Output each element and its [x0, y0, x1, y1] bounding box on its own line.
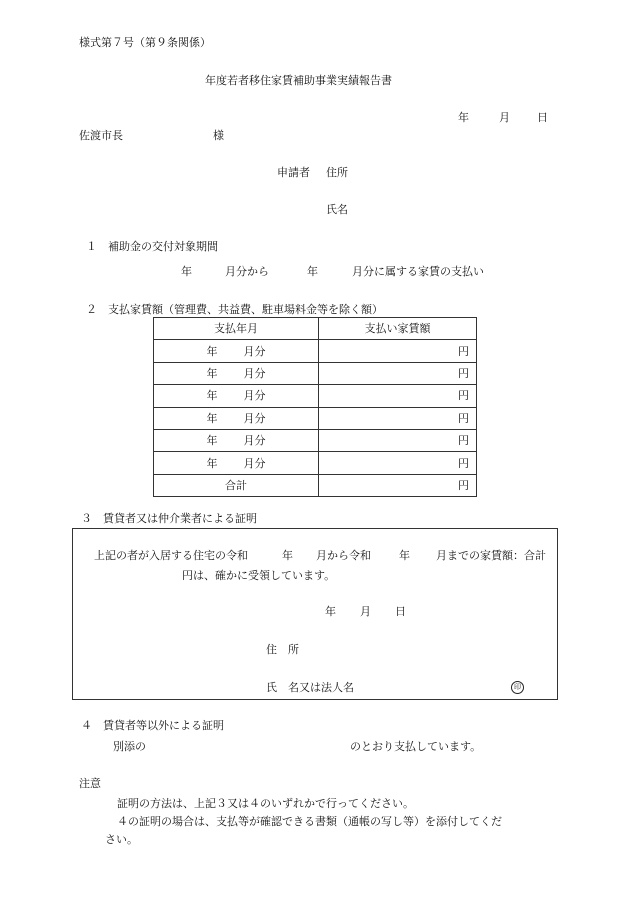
cert-date-year: 年	[325, 605, 336, 618]
row-amount: 円	[319, 385, 477, 407]
row-year: 年	[206, 411, 218, 425]
cert-address-label: 住 所	[266, 643, 299, 656]
total-amount: 円	[319, 474, 477, 496]
notes-line-2-cont: さい。	[105, 833, 138, 846]
cert-text-1: 上記の者が入居する住宅の令和	[94, 549, 248, 562]
cert-text-5: 月までの家賃額：合計	[436, 549, 546, 562]
section4-text-2: のとおり支払しています。	[350, 740, 482, 753]
cert-name-label: 氏 名又は法人名	[266, 681, 354, 694]
cert-date-day: 日	[395, 605, 406, 618]
document-title: 年度若者移住家賃補助事業実績報告書	[205, 74, 392, 87]
row-month: 月分	[243, 411, 266, 425]
row-year: 年	[206, 366, 218, 380]
notes-heading: 注意	[79, 777, 101, 790]
cert-date-month: 月	[360, 605, 371, 618]
cert-text-3: 月から令和	[316, 549, 371, 562]
row-year: 年	[206, 344, 218, 358]
table-row	[154, 362, 477, 384]
row-amount: 円	[319, 340, 477, 362]
cert-text-6: 円は、確かに受領しています。	[182, 569, 336, 582]
table-row	[154, 407, 477, 429]
row-year: 年	[206, 389, 218, 403]
table-row	[154, 452, 477, 474]
row-month: 月分	[243, 344, 266, 358]
rent-payment-table	[153, 317, 477, 497]
section3-heading: ３ 賃貸者又は仲介業者による証明	[81, 512, 257, 525]
applicant-label: 申請者	[277, 166, 310, 179]
row-amount: 円	[319, 452, 477, 474]
seal-icon: 印	[511, 681, 524, 694]
period-year-to: 年	[307, 265, 318, 278]
row-month: 月分	[243, 456, 266, 470]
row-month: 月分	[243, 366, 266, 380]
applicant-name-label: 氏名	[326, 203, 348, 216]
notes-line-1: 証明の方法は、上記３又は４のいずれかで行ってください。	[117, 797, 414, 810]
applicant-address-label: 住所	[326, 166, 348, 179]
table-row	[154, 385, 477, 407]
row-year: 年	[206, 456, 218, 470]
form-number: 様式第７号（第９条関係）	[79, 36, 211, 49]
table-row	[154, 429, 477, 451]
section1-heading: １ 補助金の交付対象期間	[86, 240, 218, 253]
header-payment-amount: 支払い家賃額	[319, 318, 477, 340]
cert-text-4: 年	[399, 549, 410, 562]
total-label: 合計	[154, 474, 319, 496]
header-payment-month: 支払年月	[154, 318, 319, 340]
period-month-from: 月分から	[225, 265, 269, 278]
date-day-label: 日	[537, 111, 548, 124]
table-row	[154, 340, 477, 362]
row-amount: 円	[319, 429, 477, 451]
cert-text-2: 年	[282, 549, 293, 562]
period-month-to: 月分に属する家賃の支払い	[352, 265, 484, 278]
date-year-label: 年	[458, 111, 469, 124]
row-amount: 円	[319, 362, 477, 384]
addressee-mayor: 佐渡市長	[79, 129, 123, 142]
row-month: 月分	[243, 389, 266, 403]
row-amount: 円	[319, 407, 477, 429]
notes-line-2: ４の証明の場合は、支払等が確認できる書類（通帳の写し等）を添付してくだ	[117, 815, 502, 828]
date-month-label: 月	[499, 111, 510, 124]
row-year: 年	[206, 434, 218, 448]
period-year-from: 年	[181, 265, 192, 278]
section2-heading: ２ 支払家賃額（管理費、共益費、駐車場料金等を除く額）	[86, 303, 383, 316]
section4-text-1: 別添の	[113, 740, 146, 753]
row-month: 月分	[243, 434, 266, 448]
table-header-row	[154, 318, 477, 340]
addressee-honorific: 様	[213, 129, 224, 142]
total-row	[154, 474, 477, 496]
section4-heading: ４ 賃貸者等以外による証明	[81, 719, 224, 732]
